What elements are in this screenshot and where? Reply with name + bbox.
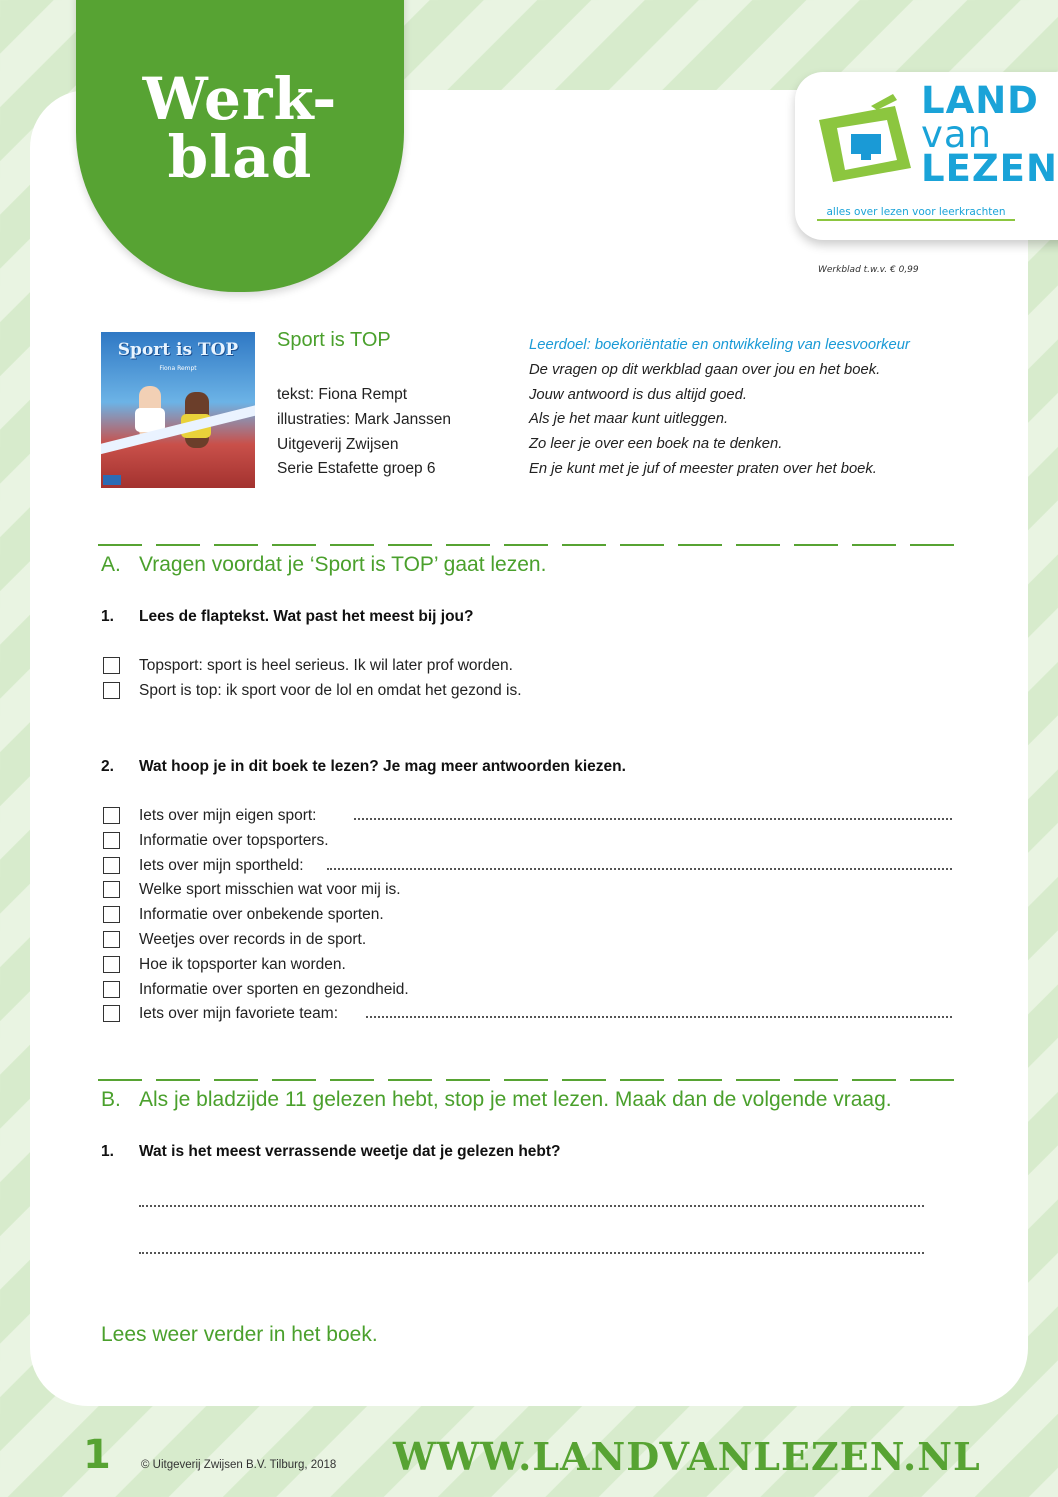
book-cover-image: [101, 332, 255, 488]
goal-line: De vragen op dit werkblad gaan over jou en het boek.: [529, 361, 881, 378]
logo-van: van: [921, 113, 993, 156]
answer-dotted-line[interactable]: [366, 1016, 952, 1018]
question-b1: 1. Wat is het meest verrassende weetje dat je gelezen hebt?: [101, 1143, 561, 1160]
goal-line: En je kunt met je juf of meester praten over het boek.: [529, 460, 877, 477]
page-number: 1: [83, 1432, 111, 1478]
book-title: Sport is TOP: [277, 329, 391, 351]
goal-title: Leerdoel: boekoriëntatie en ontwikkeling van leesvoorkeur: [529, 337, 910, 353]
logo-land: LAND: [921, 79, 1039, 122]
land-van-lezen-logo: [795, 72, 1058, 240]
worksheet-page: [30, 90, 1028, 1406]
book-publisher: Uitgeverij Zwijsen: [277, 435, 399, 453]
werkblad-title: Werk- blad: [142, 65, 338, 191]
answer-checkbox[interactable]: [103, 906, 120, 923]
question-a2: 2. Wat hoop je in dit boek te lezen? Je mag meer antwoorden kiezen.: [101, 758, 626, 775]
price-note: Werkblad t.w.v. € 0,99: [818, 265, 919, 275]
book-meta: [277, 383, 451, 482]
book-series: Serie Estafette groep 6: [277, 460, 436, 478]
answer-checkbox[interactable]: [103, 956, 120, 973]
copyright: © Uitgeverij Zwijsen B.V. Tilburg, 2018: [141, 1459, 337, 1471]
website-link[interactable]: WWW.LANDVANLEZEN.NL: [393, 1434, 981, 1479]
answer-checkbox[interactable]: [103, 682, 120, 699]
answer-dotted-line[interactable]: [354, 818, 952, 820]
answer-checkbox[interactable]: [103, 857, 120, 874]
logo-lezen: LEZEN: [921, 147, 1058, 190]
answer-dotted-line[interactable]: [139, 1252, 924, 1254]
cover-author: Fiona Rempt: [159, 365, 197, 372]
section-divider: [98, 1079, 956, 1081]
goal-line: Jouw antwoord is dus altijd goed.: [529, 386, 747, 403]
book-illustrator: illustraties: Mark Janssen: [277, 410, 452, 428]
answer-checkbox[interactable]: [103, 807, 120, 824]
goal-line: Zo leer je over een boek na te denken.: [529, 436, 783, 453]
logo-tagline: alles over lezen voor leerkrachten: [817, 206, 1015, 221]
cover-title: Sport is TOP: [117, 340, 239, 360]
learning-goal: [529, 333, 910, 482]
publisher-logo: [103, 475, 121, 485]
answer-checkbox[interactable]: [103, 881, 120, 898]
answer-dotted-line[interactable]: [327, 868, 952, 870]
book-author: tekst: Fiona Rempt: [277, 386, 408, 403]
goal-line: Als je het maar kunt uitleggen.: [529, 411, 729, 428]
answer-checkbox[interactable]: [103, 832, 120, 849]
question-a1: 1. Lees de flaptekst. Wat past het meest bij jou?: [101, 608, 474, 625]
answer-checkbox[interactable]: [103, 1005, 120, 1022]
answer-dotted-line[interactable]: [139, 1205, 924, 1207]
tv-logo-icon: [815, 90, 915, 190]
closing-instruction: Lees weer verder in het boek.: [101, 1323, 378, 1346]
answer-checkbox[interactable]: [103, 981, 120, 998]
cover-finish-ribbon: [101, 402, 255, 455]
section-divider: [98, 544, 956, 546]
section-a-heading: A. Vragen voordat je ‘Sport is TOP’ gaat lezen.: [101, 553, 547, 576]
answer-checkbox[interactable]: [103, 931, 120, 948]
section-b-heading: B. Als je bladzijde 11 gelezen hebt, stop je met lezen. Maak dan de volgende vraag.: [101, 1088, 892, 1111]
answer-checkbox[interactable]: [103, 657, 120, 674]
